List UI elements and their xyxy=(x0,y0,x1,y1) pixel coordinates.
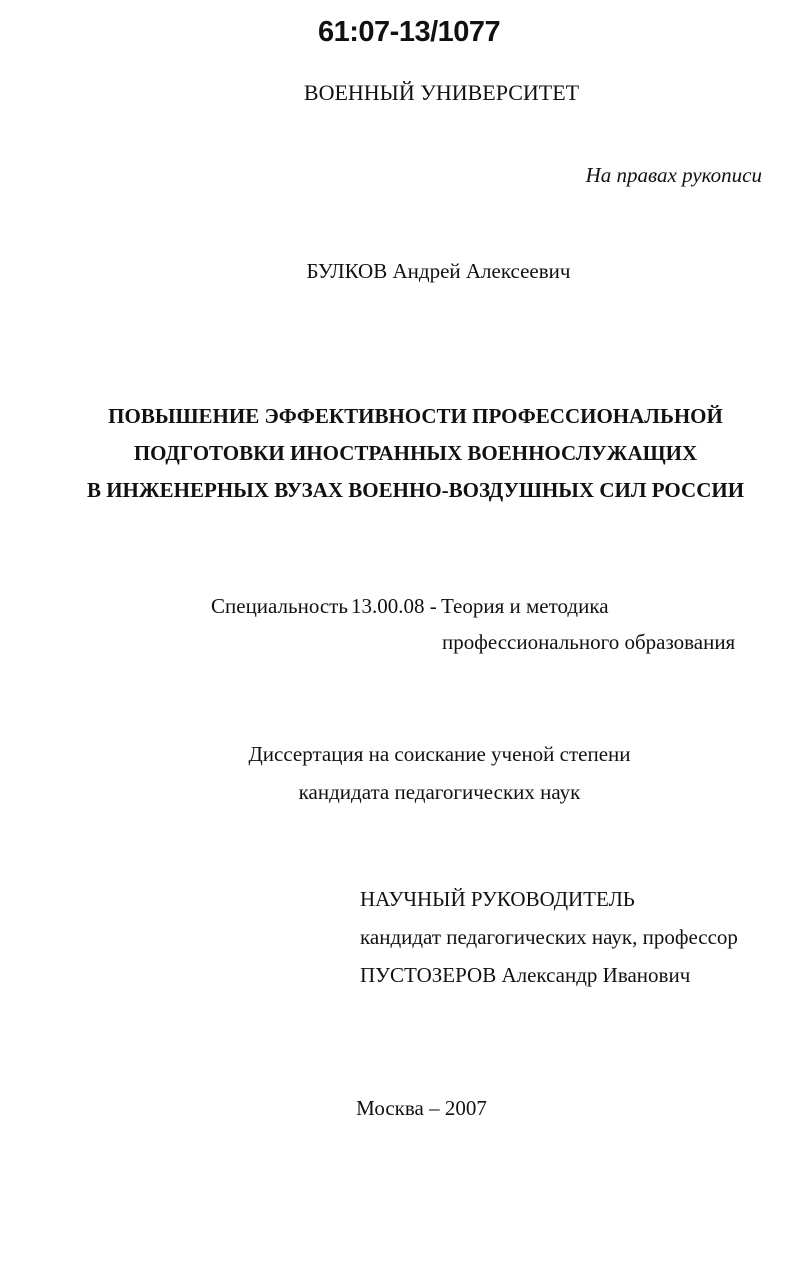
specialty-code: 13.00.08 - xyxy=(351,594,437,618)
advisor-heading: НАУЧНЫЙ РУКОВОДИТЕЛЬ xyxy=(360,887,635,911)
specialty-description-line-1: Теория и методика xyxy=(441,594,609,618)
specialty-description-line-2: профессионального образования xyxy=(442,630,736,654)
title-line-1: ПОВЫШЕНИЕ ЭФФЕКТИВНОСТИ ПРОФЕССИОНАЛЬНОЙ xyxy=(108,404,723,428)
dissertation-line-2: кандидата педагогических наук xyxy=(298,780,581,804)
title-line-3: В ИНЖЕНЕРНЫХ ВУЗАХ ВОЕННО-ВОЗДУШНЫХ СИЛ РОССИИ xyxy=(86,478,745,502)
dissertation-degree-block xyxy=(0,735,797,811)
advisor-degree: кандидат педагогических наук, профессор xyxy=(360,925,738,949)
title-line-2: ПОДГОТОВКИ ИНОСТРАННЫХ ВОЕННОСЛУЖАЩИХ xyxy=(133,441,698,465)
advisor-block xyxy=(360,880,738,994)
dissertation-line-1: Диссертация на соискание ученой степени xyxy=(248,742,631,766)
specialty-block xyxy=(211,588,735,660)
manuscript-rights-note: На правах рукописи xyxy=(585,163,762,187)
city-year: Москва – 2007 xyxy=(356,1096,487,1120)
dissertation-title xyxy=(0,398,797,509)
author-name: БУЛКОВ Андрей Алексеевич xyxy=(306,259,571,283)
catalog-stamp: 61:07-13/1077 xyxy=(318,16,501,48)
specialty-label: Специальность xyxy=(211,594,348,618)
advisor-name: ПУСТОЗЕРОВ Александр Иванович xyxy=(360,963,691,987)
university-name: ВОЕННЫЙ УНИВЕРСИТЕТ xyxy=(303,80,580,105)
